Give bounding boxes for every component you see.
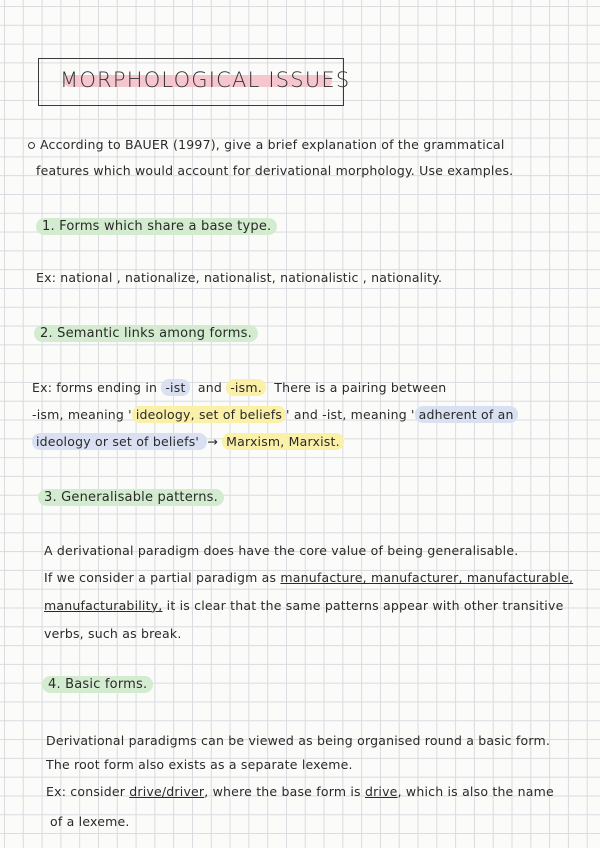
section-2-line-2 [32, 407, 518, 422]
section-3-heading-wrap [38, 489, 224, 505]
section-3-text: it is clear that the same patterns appear with other transitive [162, 598, 564, 613]
section-4-line-4: of a lexeme. [50, 814, 130, 829]
underlined-example: manufacture, manufacturer, manufacturable, [280, 570, 574, 585]
section-2-text: and [197, 380, 223, 395]
question-line-1: According to BAUER (1997), give a brief explanation of the grammatical [40, 137, 505, 152]
section-4-heading-wrap [42, 676, 153, 692]
adherent-highlight: adherent of an [415, 406, 518, 423]
section-3-heading: 3. Generalisable patterns. [38, 489, 224, 506]
section-2-text: -ism, meaning ' [32, 407, 132, 422]
section-3-line-2 [44, 570, 573, 585]
section-4-line-1: Derivational paradigms can be viewed as being organised round a basic form. [46, 733, 551, 748]
arrow-icon: → [207, 434, 218, 449]
section-3-text: If we consider a partial paradigm as [44, 570, 281, 585]
section-2-heading-wrap [34, 325, 258, 341]
ideology-cont-highlight: ideology or set of beliefs' [32, 433, 207, 450]
section-2-heading: 2. Semantic links among forms. [34, 325, 258, 342]
section-3-line-4: verbs, such as break. [44, 626, 182, 641]
section-2-text: Ex: forms ending in [32, 380, 158, 395]
section-2-line-3 [32, 434, 344, 449]
section-4-text: , which is also the name [397, 784, 554, 799]
section-1-example: Ex: national , nationalize, nationalist, nationalistic , nationality. [36, 270, 443, 285]
ideology-highlight: ideology, set of beliefs [132, 406, 286, 423]
section-4-line-3 [46, 784, 554, 799]
suffix-ism-highlight: -ism. [226, 379, 266, 396]
underlined-example: drive [364, 784, 398, 799]
underlined-example: manufacturability, [44, 598, 163, 613]
section-4-text: , where the base form is [204, 784, 365, 799]
bullet-icon [28, 142, 35, 149]
section-4-text: Ex: consider [46, 784, 130, 799]
section-2-text: ' and -ist, meaning ' [286, 407, 415, 422]
marxism-highlight: Marxism, Marxist. [222, 433, 344, 450]
section-2-line-1 [32, 380, 446, 395]
underlined-example: drive/driver [129, 784, 205, 799]
question-line-2: features which would account for derivational morphology. Use examples. [36, 163, 514, 178]
suffix-ist-highlight: -ist [161, 379, 189, 396]
section-4-heading: 4. Basic forms. [42, 676, 153, 693]
section-1-heading: 1. Forms which share a base type. [36, 218, 277, 235]
section-1-heading-wrap [36, 218, 277, 234]
section-3-line-1: A derivational paradigm does have the core value of being generalisable. [44, 543, 519, 558]
section-3-line-3 [44, 598, 563, 613]
section-2-text: There is a pairing between [274, 380, 447, 395]
page-title: MORPHOLOGICAL ISSUES [60, 68, 351, 92]
section-4-line-2: The root form also exists as a separate lexeme. [46, 757, 353, 772]
